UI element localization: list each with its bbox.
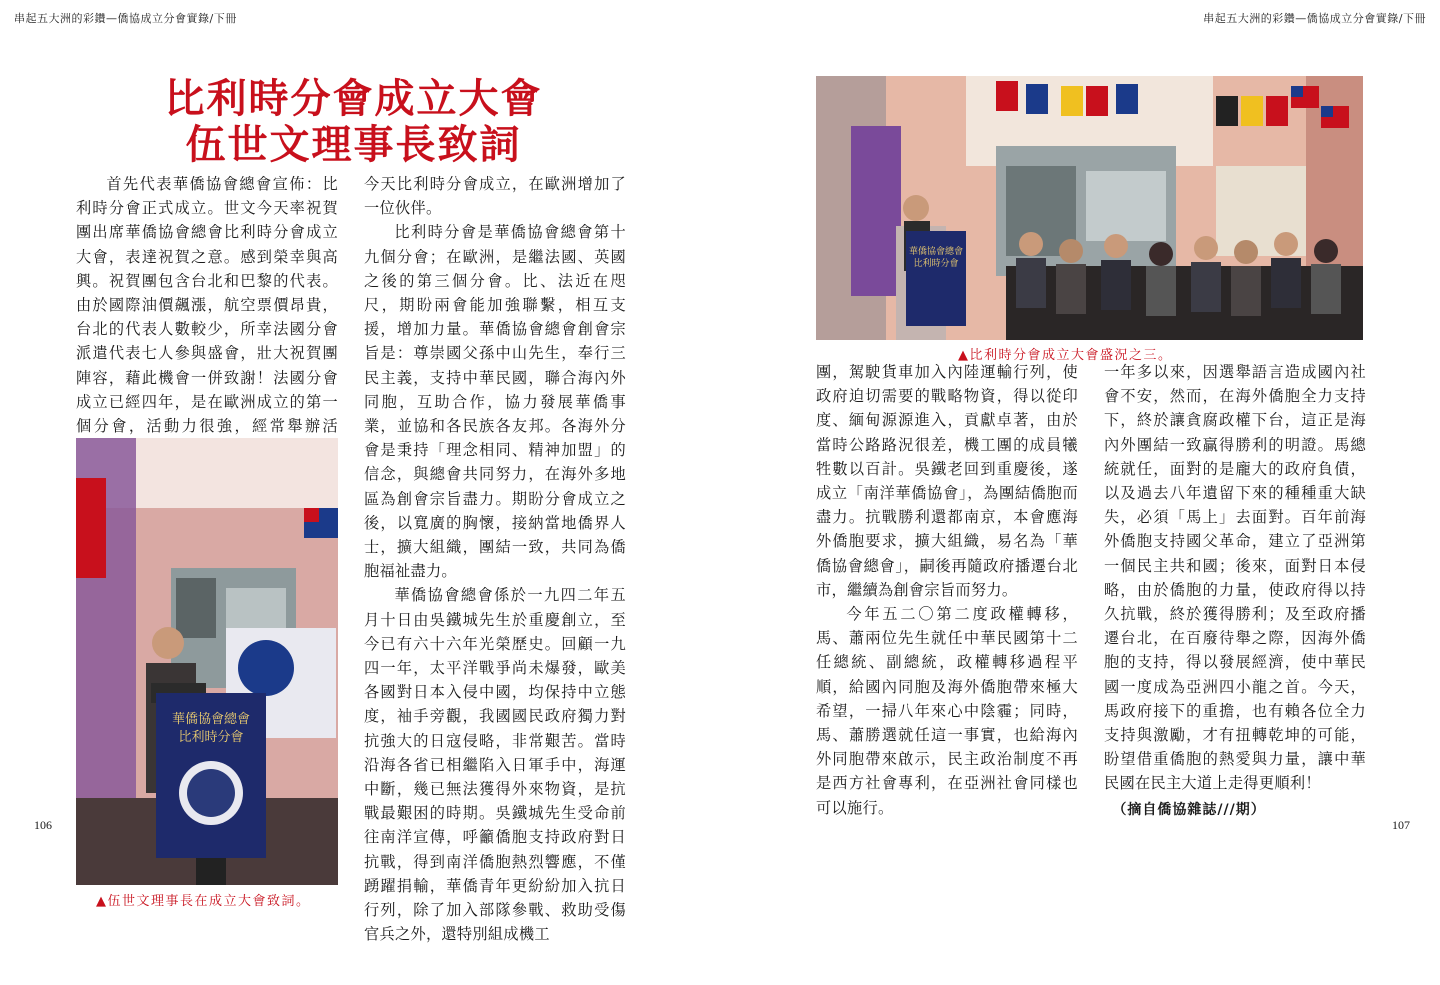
paragraph: 今年五二〇第二度政權轉移，馬、蕭兩位先生就任中華民國第十二任總統、副總統，政權轉移過程平順，給國內同胞及海外僑胞帶來極大希望，一掃八年來心中陰霾；同時，馬、蕭勝選就任這一事實，也給海內外同胞帶來啟示，民主政治制度不再是西方社會專利，在亞洲社會同樣也可以施行。	[816, 605, 1078, 817]
article-title	[76, 76, 631, 168]
speaker-photo-illustration	[76, 438, 338, 885]
source-note: （摘自僑協雜誌///期）	[1112, 801, 1266, 818]
paragraph: 華僑協會總會係於一九四二年五月十日由吳鐵城先生於重慶創立，至今已有六十六年光榮歷史。回顧一九四一年，太平洋戰爭尚未爆發，歐美各國對日本入侵中國，均保持中立態度，袖手旁觀，我國國民政府獨力對抗強大的日寇侵略，非常艱苦。當時沿海各省已相繼陷入日軍手中，海運中斷，幾已無法獲得外來物資，是抗戰最艱困的時期。吳鐵城先生受命前往南洋宣傳，呼籲僑胞支持政府對日抗戰，得到南洋僑胞熱烈響應，不僅踴躍捐輸，華僑青年更紛紛加入抗日行列，除了加入部隊參戰、救助受傷官兵之外，還特別組成機工	[364, 586, 626, 944]
left-column-1	[76, 172, 338, 462]
left-page-number: 106	[34, 818, 52, 832]
paragraph: 今天比利時分會成立，在歐洲增加了一位伙伴。	[364, 175, 626, 218]
right-page	[720, 0, 1440, 985]
title-line-2: 伍世文理事長致詞	[185, 122, 522, 168]
speaker-photo	[76, 438, 338, 885]
audience-photo	[816, 76, 1363, 340]
paragraph: 首先代表華僑協會總會宣佈：比利時分會正式成立。世文今天率祝賀團出席華僑協會總會比利時分會成立大會，表達祝賀之意。感到榮幸與高興。祝賀團包含台北和巴黎的代表。由於國際油價飆漲，航空票價昂貴，台北的代表人數較少，所幸法國分會派遣代表七人參與盛會，壯大祝賀團陣容，藉此機會一併致謝！法國分會成立已經四年，是在歐洲成立的第一個分會，活動力很強，經常舉辦活	[76, 175, 338, 436]
photo-banner-text-2: 比利時分會	[178, 730, 244, 745]
left-column-2	[364, 172, 626, 947]
photo-banner-text-1: 華僑協會總會	[171, 712, 251, 727]
photo-banner-text-2: 比利時分會	[913, 259, 959, 269]
left-running-header: 串起五大洲的彩鑽—僑協成立分會實錄/下冊	[14, 12, 237, 25]
paragraph: 團，駕駛貨車加入內陸運輸行列，使政府迫切需要的戰略物資，得以從印度、緬甸源源進入，貢獻卓著，由於當時公路路況很差，機工團的成員犧牲數以百計。吳鐵老回到重慶後，遂成立「南洋華僑協會」，為團結僑胞而盡力。抗戰勝利還都南京，本會應海外僑胞要求，擴大組織，易名為「華僑協會總會」，嗣後再隨政府播遷台北市，繼續為創會宗旨而努力。	[816, 363, 1078, 599]
paragraph: 一年多以來，因選舉語言造成國內社會不安，然而，在海外僑胞全力支持下，終於讓貪腐政權下台，這正是海內外團結一致贏得勝利的明證。馬總統就任，面對的是龐大的政府負債，以及過去八年遺留下來的種種重大缺失，必須「馬上」去面對。百年前海外僑胞支持國父革命，建立了亞洲第一個民主共和國；後來，面對日本侵略，由於僑胞的力量，使政府得以持久抗戰，終於獲得勝利；及至政府播遷台北，在百廢待舉之際，因海外僑胞的支持，得以發展經濟，使中華民國一度成為亞洲四小龍之首。今天，馬政府接下的重擔，也有賴各位全力支持與激勵，才有扭轉乾坤的可能，盼望借重僑胞的熱愛與力量，讓中華民國在民主大道上走得更順利！	[1104, 363, 1366, 793]
photo-banner-text-1: 華僑協會總會	[908, 247, 964, 257]
right-running-header: 串起五大洲的彩鑽—僑協成立分會實錄/下冊	[1203, 12, 1426, 25]
right-photo-caption: ▲比利時分會成立大會盛況之三。	[958, 348, 1173, 363]
left-photo-caption: ▲伍世文理事長在成立大會致詞。	[96, 894, 311, 909]
right-column-2	[1104, 360, 1366, 822]
audience-photo-illustration	[816, 76, 1363, 340]
right-page-number: 107	[1392, 818, 1410, 832]
paragraph: 比利時分會是華僑協會總會第十九個分會；在歐洲，是繼法國、英國之後的第三個分會。比、法近在咫尺，期盼兩會能加強聯繫，相互支援，增加力量。華僑協會總會創會宗旨是：尊崇國父孫中山先生，奉行三民主義，支持中華民國，聯合海內外同胞，互助合作，協力發展華僑事業，並協和各民族各友邦。各海外分會是秉持「理念相同、精神加盟」的信念，與總會共同努力，在海外多地區為創會宗旨盡力。期盼分會成立之後，以寬廣的胸懷，接納當地僑界人士，擴大組織，團結一致，共同為僑胞福祉盡力。	[364, 223, 626, 581]
right-column-1	[816, 360, 1078, 820]
title-line-1: 比利時分會成立大會	[164, 76, 543, 122]
